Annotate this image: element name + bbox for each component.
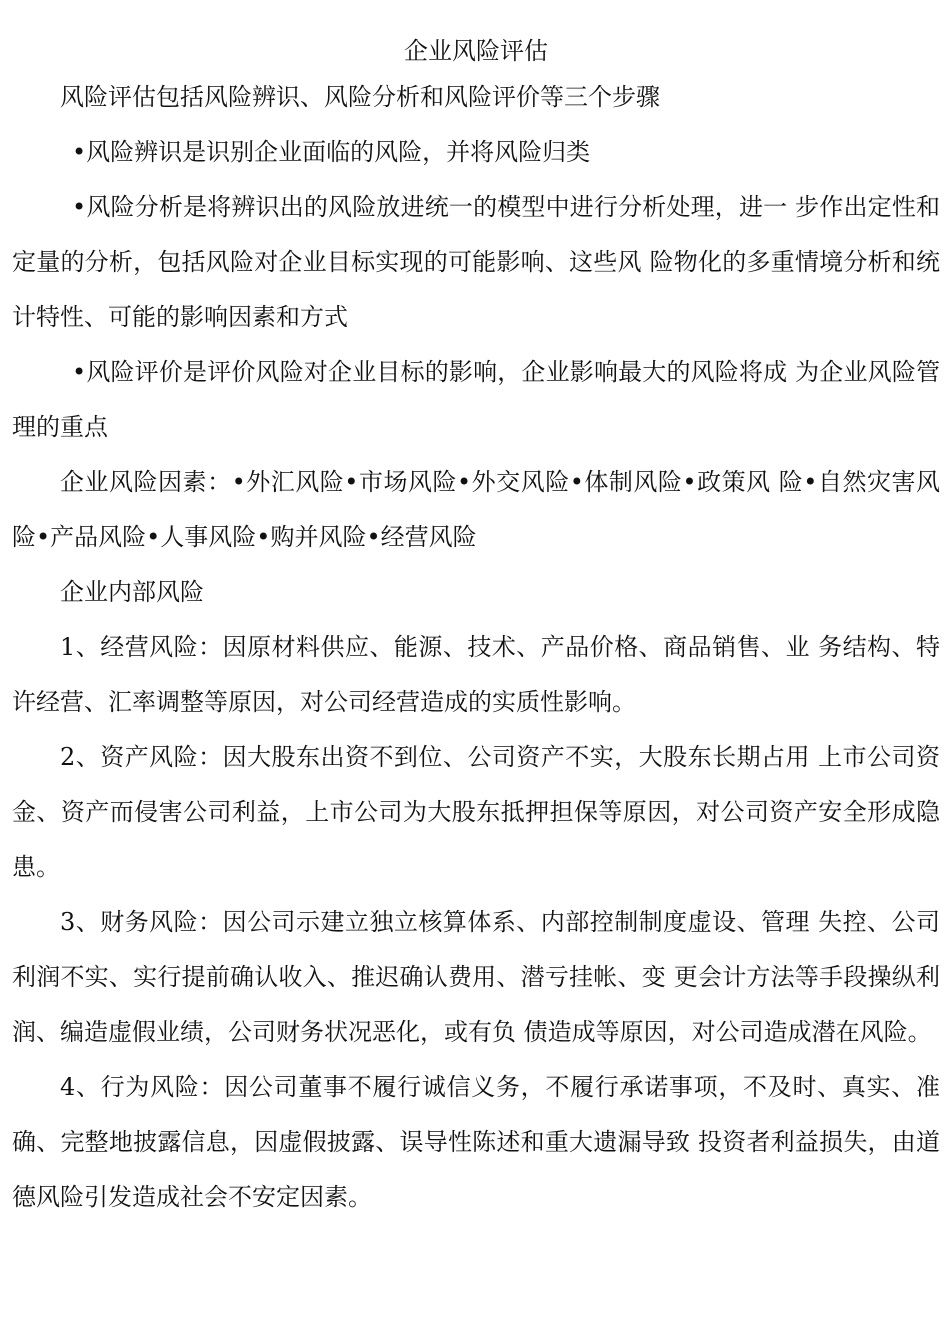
paragraph-risk-factors: 企业风险因素：•外汇风险•市场风险•外交风险•体制风险•政策风 险•自然灾害风险•产品风险•人事风险•购并风险•经营风险 (12, 468, 940, 551)
paragraph-risk-analysis: •风险分析是将辨识出的风险放进统一的模型中进行分析处理，进一 步作出定性和定量的分析，包括风险对企业目标实现的可能影响、这些风 险物化的多重情境分析和统计特性、可能的影响因素和方式 (12, 193, 940, 331)
paragraph-intro: 风险评估包括风险辨识、风险分析和风险评价等三个步骤 (60, 83, 660, 111)
paragraph-operating-risk: 1、经营风险：因原材料供应、能源、技术、产品价格、商品销售、业 务结构、特许经营、汇率调整等原因，对公司经营造成的实质性影响。 (12, 633, 940, 716)
document-title: 企业风险评估 (404, 37, 548, 65)
paragraph-internal-risk-heading: 企业内部风险 (60, 578, 204, 606)
paragraph-behavior-risk: 4、行为风险：因公司董事不履行诚信义务，不履行承诺事项，不及时、真实、准确、完整地披露信息，因虚假披露、误导性陈述和重大遗漏导致 投资者利益损失，由道德风险引发造成社会不安定因素。 (12, 1073, 940, 1211)
paragraph-risk-evaluation: •风险评价是评价风险对企业目标的影响，企业影响最大的风险将成 为企业风险管理的重点 (12, 358, 940, 441)
paragraph-financial-risk: 3、财务风险：因公司示建立独立核算体系、内部控制制度虚设、管理 失控、公司利润不实、实行提前确认收入、推迟确认费用、潜亏挂帐、变 更会计方法等手段操纵利润、编造虚假业绩，公司财务状况恶化，或有负 债造成等原因，对公司造成潜在风险。 (12, 908, 940, 1046)
paragraph-asset-risk: 2、资产风险：因大股东出资不到位、公司资产不实，大股东长期占用 上市公司资金、资产而侵害公司利益，上市公司为大股东抵押担保等原因，对公司资产安全形成隐患。 (12, 743, 940, 881)
paragraph-risk-identification: •风险辨识是识别企业面临的风险，并将风险归类 (72, 138, 591, 166)
